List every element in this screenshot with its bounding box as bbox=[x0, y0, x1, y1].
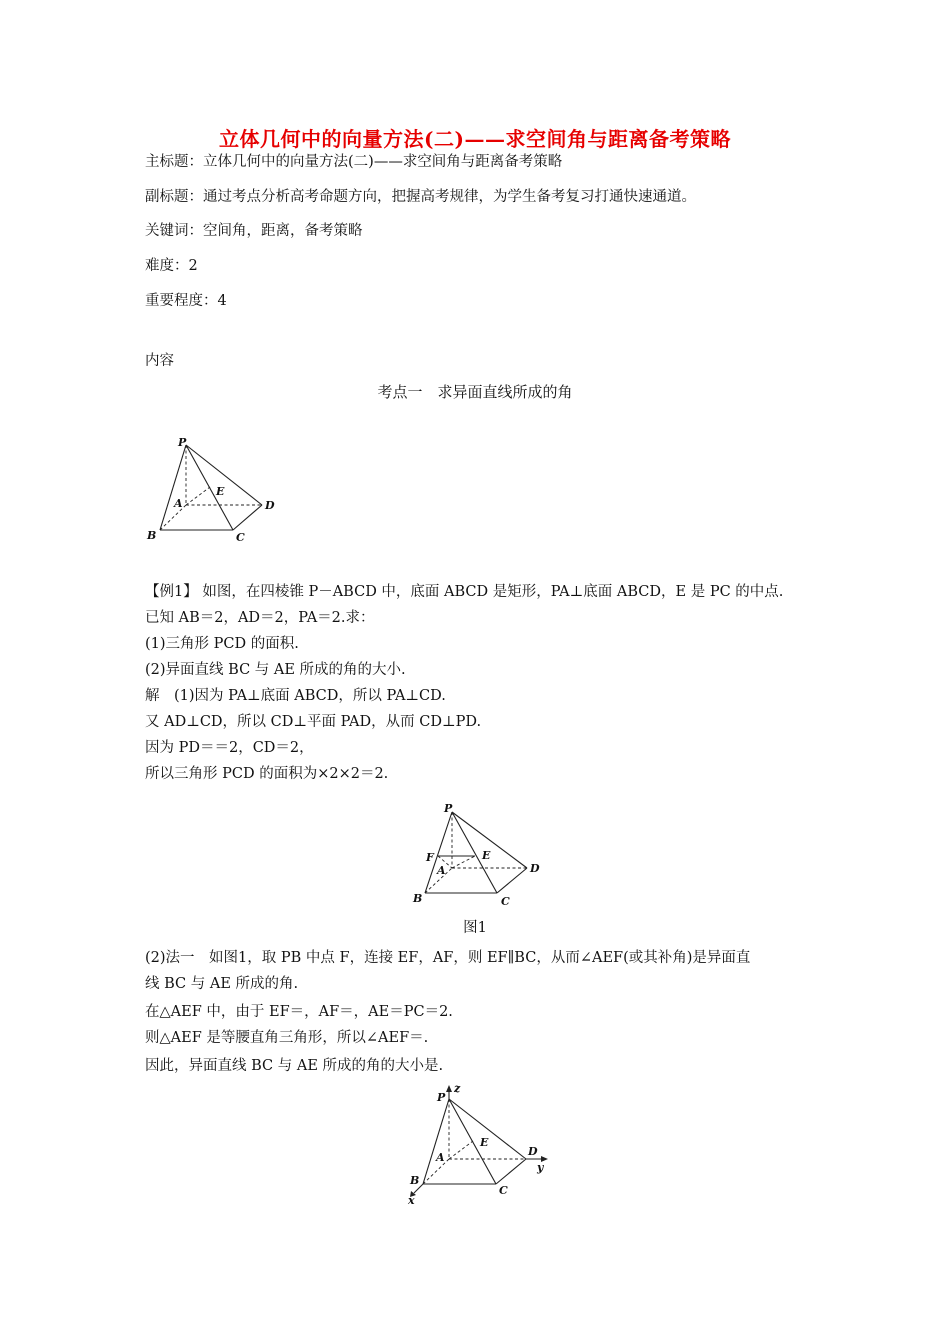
method-line-4: 则△AEF 是等腰直角三角形，所以∠AEF＝. bbox=[145, 1030, 429, 1046]
label-d: D bbox=[528, 1145, 538, 1158]
label-e: E bbox=[482, 849, 491, 862]
example-line-4: (2)异面直线 BC 与 AE 所成的角的大小. bbox=[145, 662, 406, 678]
label-z: z bbox=[454, 1082, 461, 1095]
label-c: C bbox=[501, 895, 510, 908]
solution-line-2: 又 AD⊥CD，所以 CD⊥平面 PAD，从而 CD⊥PD. bbox=[145, 714, 482, 730]
page-title: 立体几何中的向量方法(二)——求空间角与距离备考策略 bbox=[219, 127, 731, 151]
solution-line-4: 所以三角形 PCD 的面积为×2×2＝2. bbox=[145, 766, 389, 782]
label-d: D bbox=[530, 862, 540, 875]
method-line-1: (2)法一 如图1，取 PB 中点 F，连接 EF，AF，则 EF∥BC，从而∠AEF(或其补角)是异面直 bbox=[145, 950, 751, 966]
example-line-1: 【例1】 如图，在四棱锥 P－ABCD 中，底面 ABCD 是矩形，PA⊥底面 ABCD，E 是 PC 的中点. bbox=[145, 584, 784, 600]
label-p: P bbox=[437, 1091, 446, 1104]
label-e: E bbox=[216, 485, 225, 498]
label-c: C bbox=[236, 531, 245, 544]
label-c: C bbox=[499, 1184, 508, 1197]
keywords-line: 关键词：空间角，距离，备考策略 bbox=[145, 223, 363, 239]
label-a: A bbox=[436, 1151, 445, 1164]
label-f: F bbox=[426, 851, 434, 864]
label-a: A bbox=[437, 864, 446, 877]
subtitle-line: 副标题：通过考点分析高考命题方向，把握高考规律，为学生备考复习打通快速通道。 bbox=[145, 189, 696, 205]
difficulty-line: 难度：2 bbox=[145, 258, 198, 274]
label-a: A bbox=[174, 497, 183, 510]
content-label: 内容 bbox=[145, 353, 174, 369]
method-line-5: 因此，异面直线 BC 与 AE 所成的角的大小是. bbox=[145, 1058, 444, 1074]
method-line-2: 线 BC 与 AE 所成的角. bbox=[145, 976, 299, 992]
method-line-3: 在△AEF 中，由于 EF＝，AF＝，AE＝PC＝2. bbox=[145, 1004, 453, 1020]
label-b: B bbox=[147, 529, 157, 542]
label-b: B bbox=[410, 1174, 420, 1187]
label-d: D bbox=[265, 499, 275, 512]
solution-line-3: 因为 PD＝＝2，CD＝2， bbox=[145, 740, 314, 756]
example-line-2: 已知 AB＝2，AD＝2，PA＝2.求： bbox=[145, 610, 375, 626]
section-title: 考点一 求异面直线所成的角 bbox=[377, 383, 573, 401]
label-y: y bbox=[537, 1161, 544, 1174]
label-b: B bbox=[413, 892, 423, 905]
solution-line-1: 解 (1)因为 PA⊥底面 ABCD，所以 PA⊥CD. bbox=[145, 688, 446, 704]
figure-1-caption: 图1 bbox=[463, 920, 487, 936]
main-title-line: 主标题：立体几何中的向量方法(二)——求空间角与距离备考策略 bbox=[145, 154, 563, 170]
importance-line: 重要程度：4 bbox=[145, 293, 227, 309]
label-p: P bbox=[444, 802, 453, 815]
label-p: P bbox=[178, 436, 187, 449]
label-x: x bbox=[408, 1194, 415, 1207]
example-line-3: (1)三角形 PCD 的面积. bbox=[145, 636, 299, 652]
label-e: E bbox=[480, 1136, 489, 1149]
